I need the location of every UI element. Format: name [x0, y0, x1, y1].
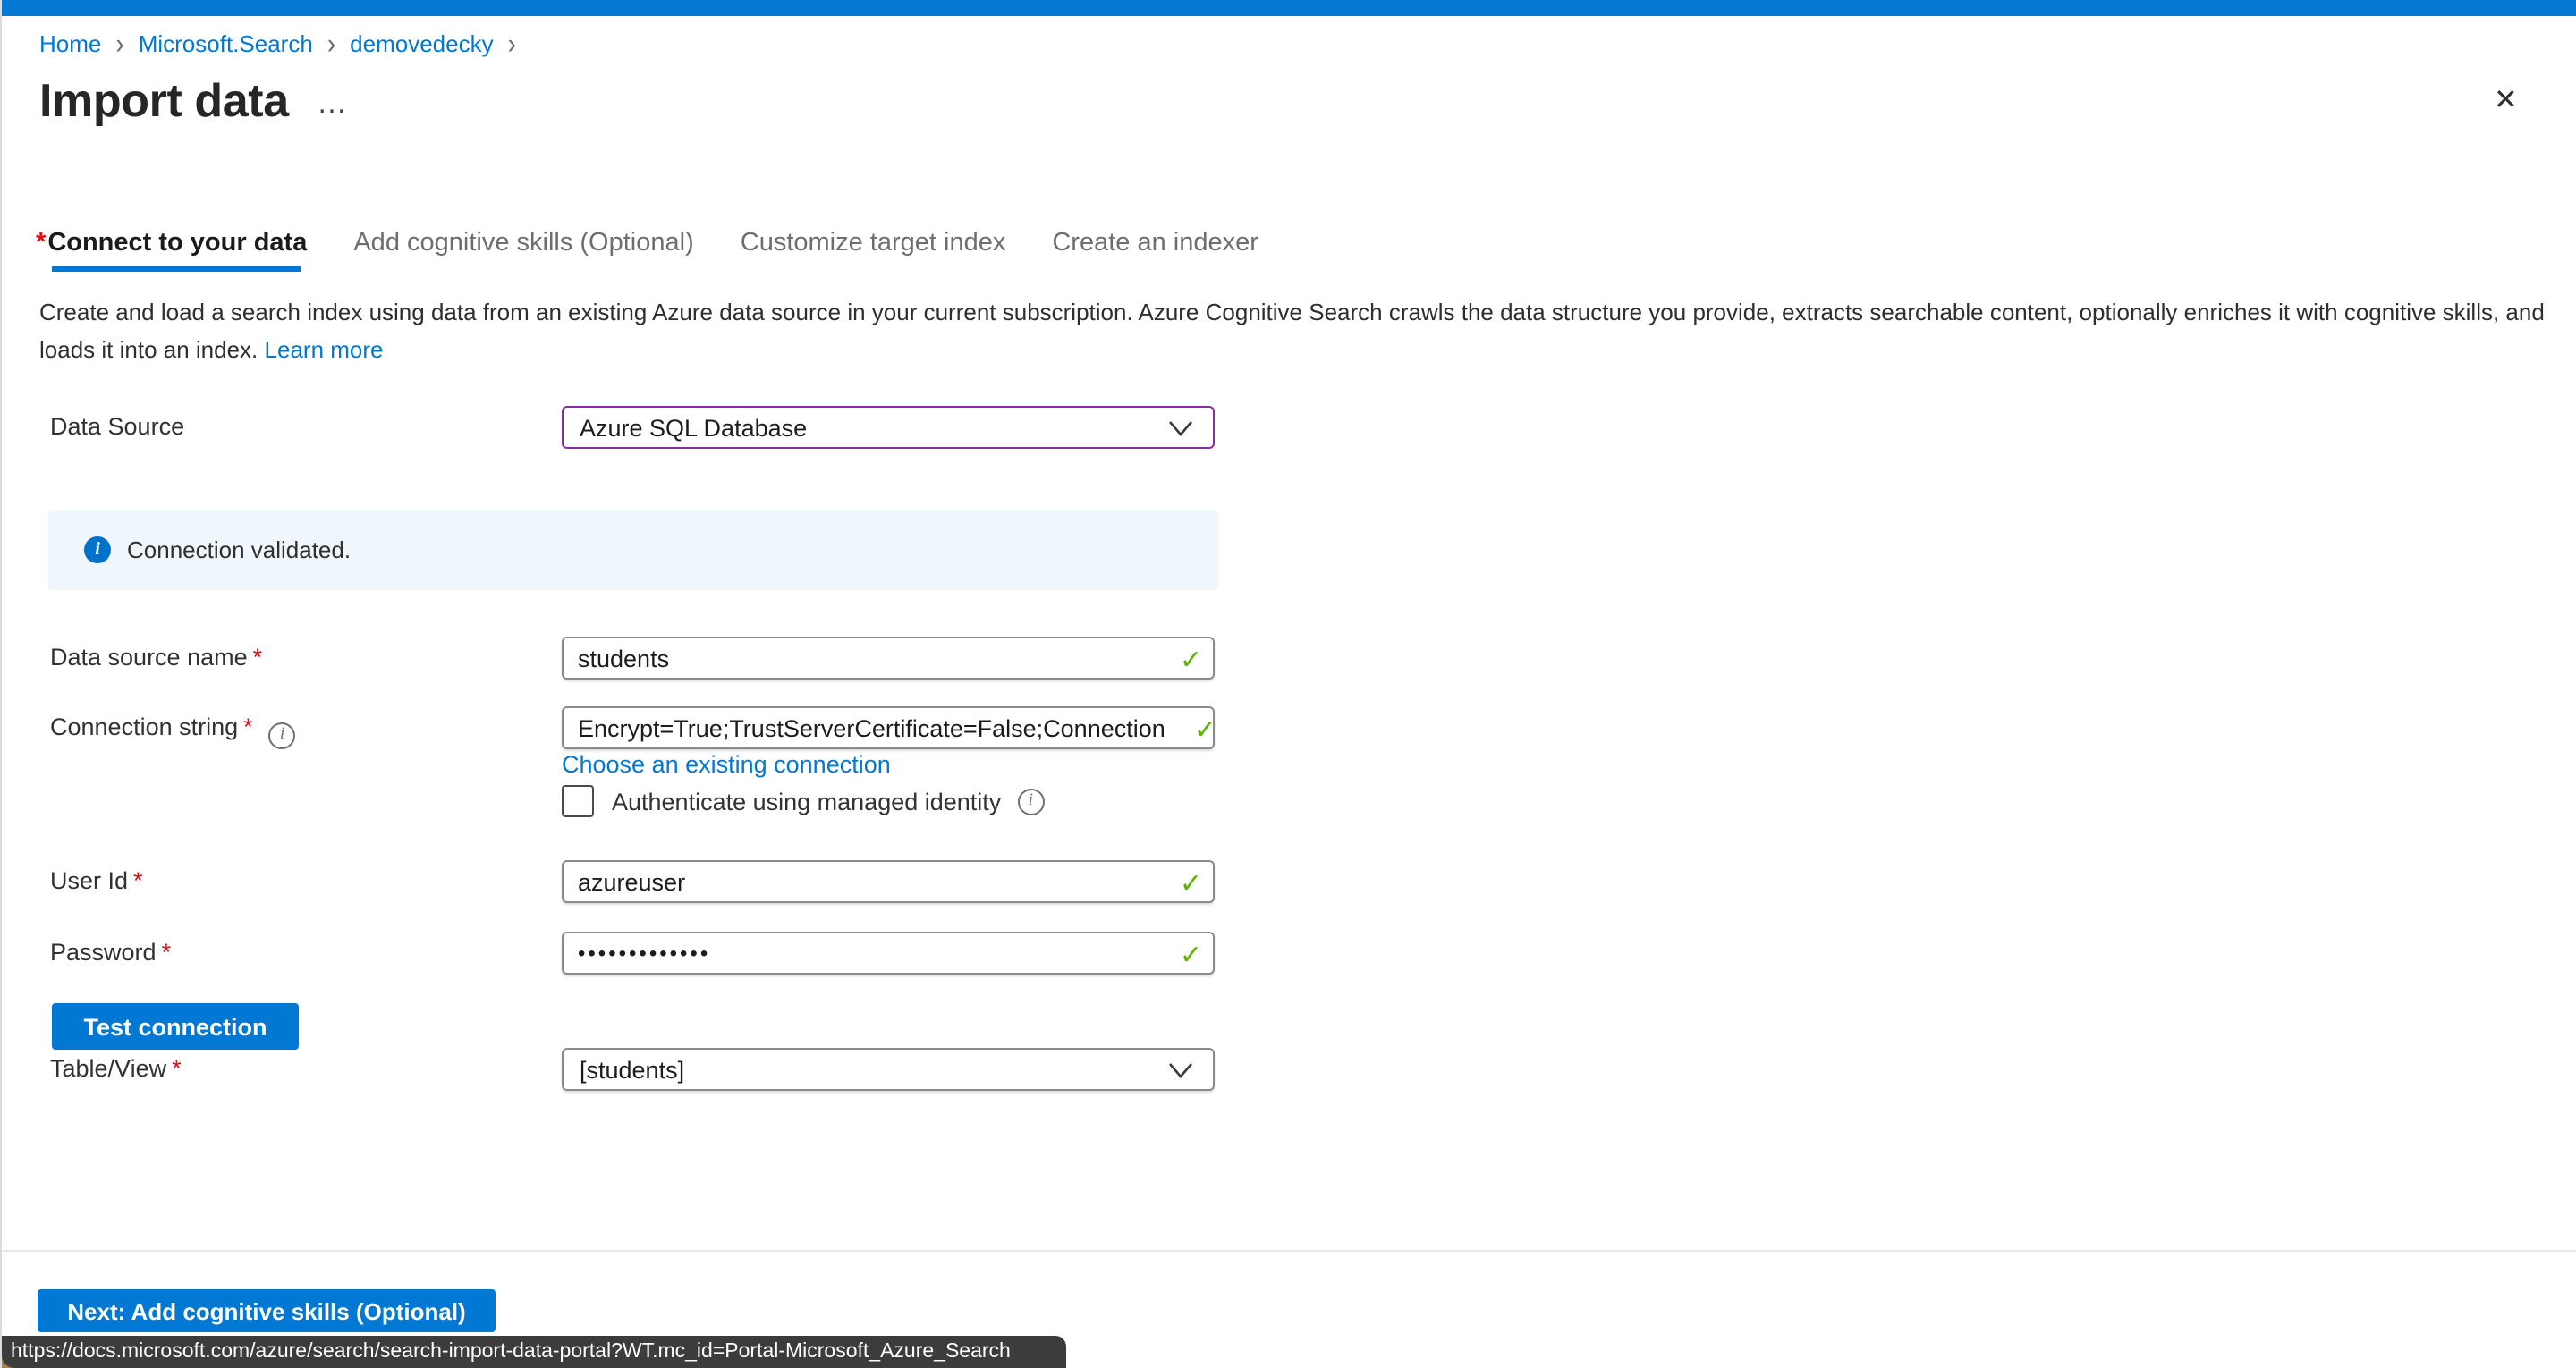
connection-string-input[interactable] — [564, 708, 1213, 747]
connection-validated-banner — [48, 510, 1218, 590]
password-input[interactable] — [564, 933, 1213, 973]
chevron-right-icon: › — [507, 26, 516, 60]
table-view-value: [students] — [580, 1056, 685, 1083]
required-marker: * — [36, 229, 47, 258]
info-icon[interactable]: i — [1017, 788, 1044, 815]
valid-check-icon: ✓ — [1179, 941, 1202, 971]
table-view-label: Table/View * — [50, 1055, 182, 1082]
statusbar-url: https://docs.microsoft.com/azure/search/search-import-data-portal?WT.mc_id=Portal-Microsoft_Azure_Search — [11, 1341, 1011, 1363]
chevron-down-icon — [1168, 420, 1193, 436]
breadcrumb-demovedecky[interactable]: demovedecky — [350, 30, 494, 56]
valid-check-icon: ✓ — [1193, 715, 1216, 746]
data-source-name-input[interactable] — [564, 638, 1213, 678]
choose-existing-connection-link[interactable]: Choose an existing connection — [562, 751, 891, 778]
tab-add-cognitive-skills[interactable]: Add cognitive skills (Optional) — [353, 229, 694, 258]
choose-existing-connection-row — [562, 751, 891, 778]
managed-identity-label: Authenticate using managed identity — [612, 788, 1002, 815]
learn-more-link[interactable]: Learn more — [264, 335, 384, 362]
user-id-label: User Id * — [50, 867, 143, 894]
managed-identity-checkbox[interactable] — [562, 785, 594, 817]
connection-string-fieldbox — [562, 706, 1215, 749]
banner-message: Connection validated. — [127, 536, 352, 563]
tab-customize-target-index[interactable]: Customize target index — [740, 229, 1006, 258]
user-id-input[interactable] — [564, 862, 1213, 901]
chevron-down-icon — [1168, 1062, 1193, 1078]
footer-divider — [2, 1250, 2576, 1252]
link-preview-statusbar — [2, 1336, 1066, 1368]
breadcrumb-microsoft-search[interactable]: Microsoft.Search — [138, 30, 313, 56]
chevron-right-icon: › — [115, 26, 124, 60]
breadcrumb-home[interactable]: Home — [39, 30, 102, 56]
close-icon[interactable]: ✕ — [2494, 86, 2518, 116]
password-label: Password * — [50, 939, 172, 966]
user-id-fieldbox — [562, 860, 1215, 903]
data-source-name-fieldbox — [562, 637, 1215, 680]
chevron-right-icon: › — [326, 26, 336, 60]
connection-string-label: Connection string * i — [50, 714, 296, 748]
password-fieldbox — [562, 932, 1215, 975]
next-add-cognitive-skills-button[interactable]: Next: Add cognitive skills (Optional) — [38, 1289, 496, 1332]
test-connection-button[interactable]: Test connection — [52, 1003, 299, 1050]
tab-connect-to-your-data[interactable]: * Connect to your data — [36, 229, 308, 258]
info-icon: i — [84, 536, 111, 563]
info-icon[interactable]: i — [269, 722, 296, 748]
data-source-label: Data Source — [50, 413, 185, 440]
intro-text: Create and load a search index using data from an existing Azure data source in your current subscription. Azure Cognitive Search crawls the data structure you provide, extracts searchable content, optionally enriches it with cognitive skills, and loads it into an index. Learn more — [39, 299, 2545, 362]
page-title: Import data — [39, 73, 289, 127]
valid-check-icon: ✓ — [1179, 869, 1202, 899]
data-source-dropdown[interactable] — [562, 406, 1215, 449]
wizard-tabs — [36, 229, 1258, 258]
breadcrumb — [39, 26, 530, 60]
data-source-name-label: Data source name * — [50, 644, 263, 671]
data-source-value: Azure SQL Database — [580, 414, 808, 441]
more-options-icon[interactable]: … — [317, 86, 349, 120]
table-view-dropdown[interactable] — [562, 1048, 1215, 1091]
tab-create-an-indexer[interactable]: Create an indexer — [1052, 229, 1258, 258]
portal-top-accent-bar — [2, 0, 2576, 16]
active-tab-indicator — [52, 266, 301, 272]
managed-identity-row — [562, 785, 1044, 817]
valid-check-icon: ✓ — [1179, 646, 1202, 676]
